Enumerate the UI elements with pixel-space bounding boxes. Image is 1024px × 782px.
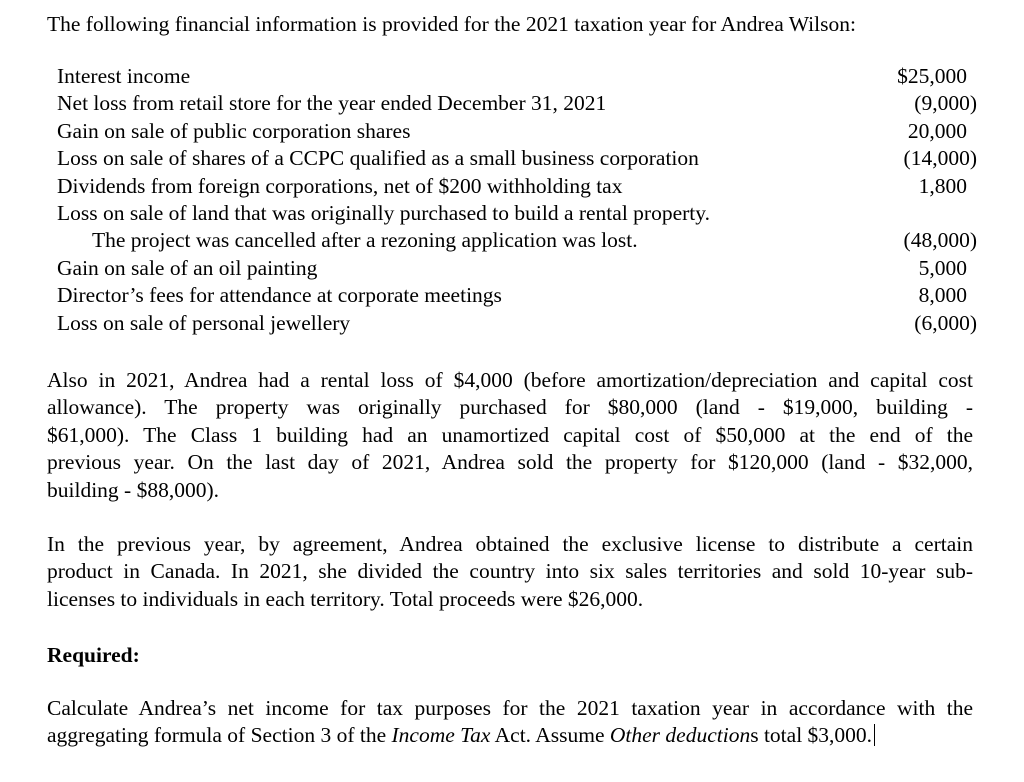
act-name-italic: Income Tax [391, 723, 491, 748]
item-amount: 8,000 [918, 283, 967, 308]
paragraph-text: s total $3,000. [750, 723, 873, 748]
item-label: Interest income [57, 64, 191, 88]
financial-item-row [57, 90, 977, 117]
item-label: Gain on sale of an oil painting [57, 255, 318, 280]
item-amount: (48,000) [903, 228, 977, 253]
financial-items-list [57, 63, 977, 337]
financial-item-row [57, 118, 977, 145]
item-label: The project was cancelled after a rezoning application was lost. [92, 228, 638, 253]
paragraph-line: allowance). The property was originally purchased for $80,000 (land - $19,000, building - [47, 395, 973, 420]
paragraph-line [47, 722, 973, 749]
paragraph-line: previous year. On the last day of 2021, Andrea sold the property for $120,000 (land - $32,000, [47, 450, 973, 475]
item-amount: (6,000) [914, 310, 977, 335]
item-amount: $25,000 [897, 64, 967, 88]
paragraph-line: $61,000). The Class 1 building had an unamortized capital cost of $50,000 at the end of the [47, 422, 973, 447]
financial-item-row [57, 310, 977, 337]
rental-property-paragraph [47, 367, 973, 504]
paragraph-text: Act. Assume [490, 723, 610, 748]
financial-item-row [57, 282, 977, 309]
paragraph-line: product in Canada. In 2021, she divided the country into six sales territories and sold 10-year sub- [47, 559, 973, 584]
item-label: Dividends from foreign corporations, net of $200 withholding tax [57, 173, 623, 198]
financial-item-row [57, 227, 977, 254]
item-label: Loss on sale of land that was originally purchased to build a rental property. [57, 200, 710, 225]
financial-item-row [57, 200, 977, 227]
other-deductions-italic: Other deduction [609, 723, 751, 748]
item-amount: (9,000) [914, 91, 977, 116]
item-amount: (14,000) [903, 146, 977, 171]
item-amount: 5,000 [918, 255, 967, 280]
required-instructions-paragraph [47, 695, 973, 750]
item-label: Director’s fees for attendance at corporate meetings [57, 283, 502, 308]
item-label: Loss on sale of personal jewellery [57, 310, 351, 335]
paragraph-line: building - $88,000). [47, 477, 219, 502]
paragraph-line: In the previous year, by agreement, Andrea obtained the exclusive license to distribute a certain [47, 532, 973, 556]
text-cursor [874, 724, 875, 746]
financial-item-row [57, 255, 977, 282]
financial-item-row [57, 145, 977, 172]
item-amount: 1,800 [918, 173, 967, 198]
required-heading: Required: [47, 643, 140, 667]
financial-item-row [57, 173, 977, 200]
item-label: Gain on sale of public corporation shares [57, 118, 411, 143]
item-amount: 20,000 [907, 118, 967, 143]
item-label: Net loss from retail store for the year ended December 31, 2021 [57, 91, 607, 116]
item-label: Loss on sale of shares of a CCPC qualified as a small business corporation [57, 146, 699, 171]
financial-item-row [57, 63, 977, 90]
paragraph-line: Also in 2021, Andrea had a rental loss of $4,000 (before amortization/depreciation and capital cost [47, 368, 973, 392]
paragraph-line: Calculate Andrea’s net income for tax purposes for the 2021 taxation year in accordance with the [47, 696, 973, 720]
license-paragraph [47, 531, 973, 613]
paragraph-line: licenses to individuals in each territory. Total proceeds were $26,000. [47, 586, 644, 611]
intro-text: The following financial information is provided for the 2021 taxation year for Andrea Wilson: [47, 12, 856, 36]
paragraph-text: aggregating formula of Section 3 of the [47, 723, 392, 748]
